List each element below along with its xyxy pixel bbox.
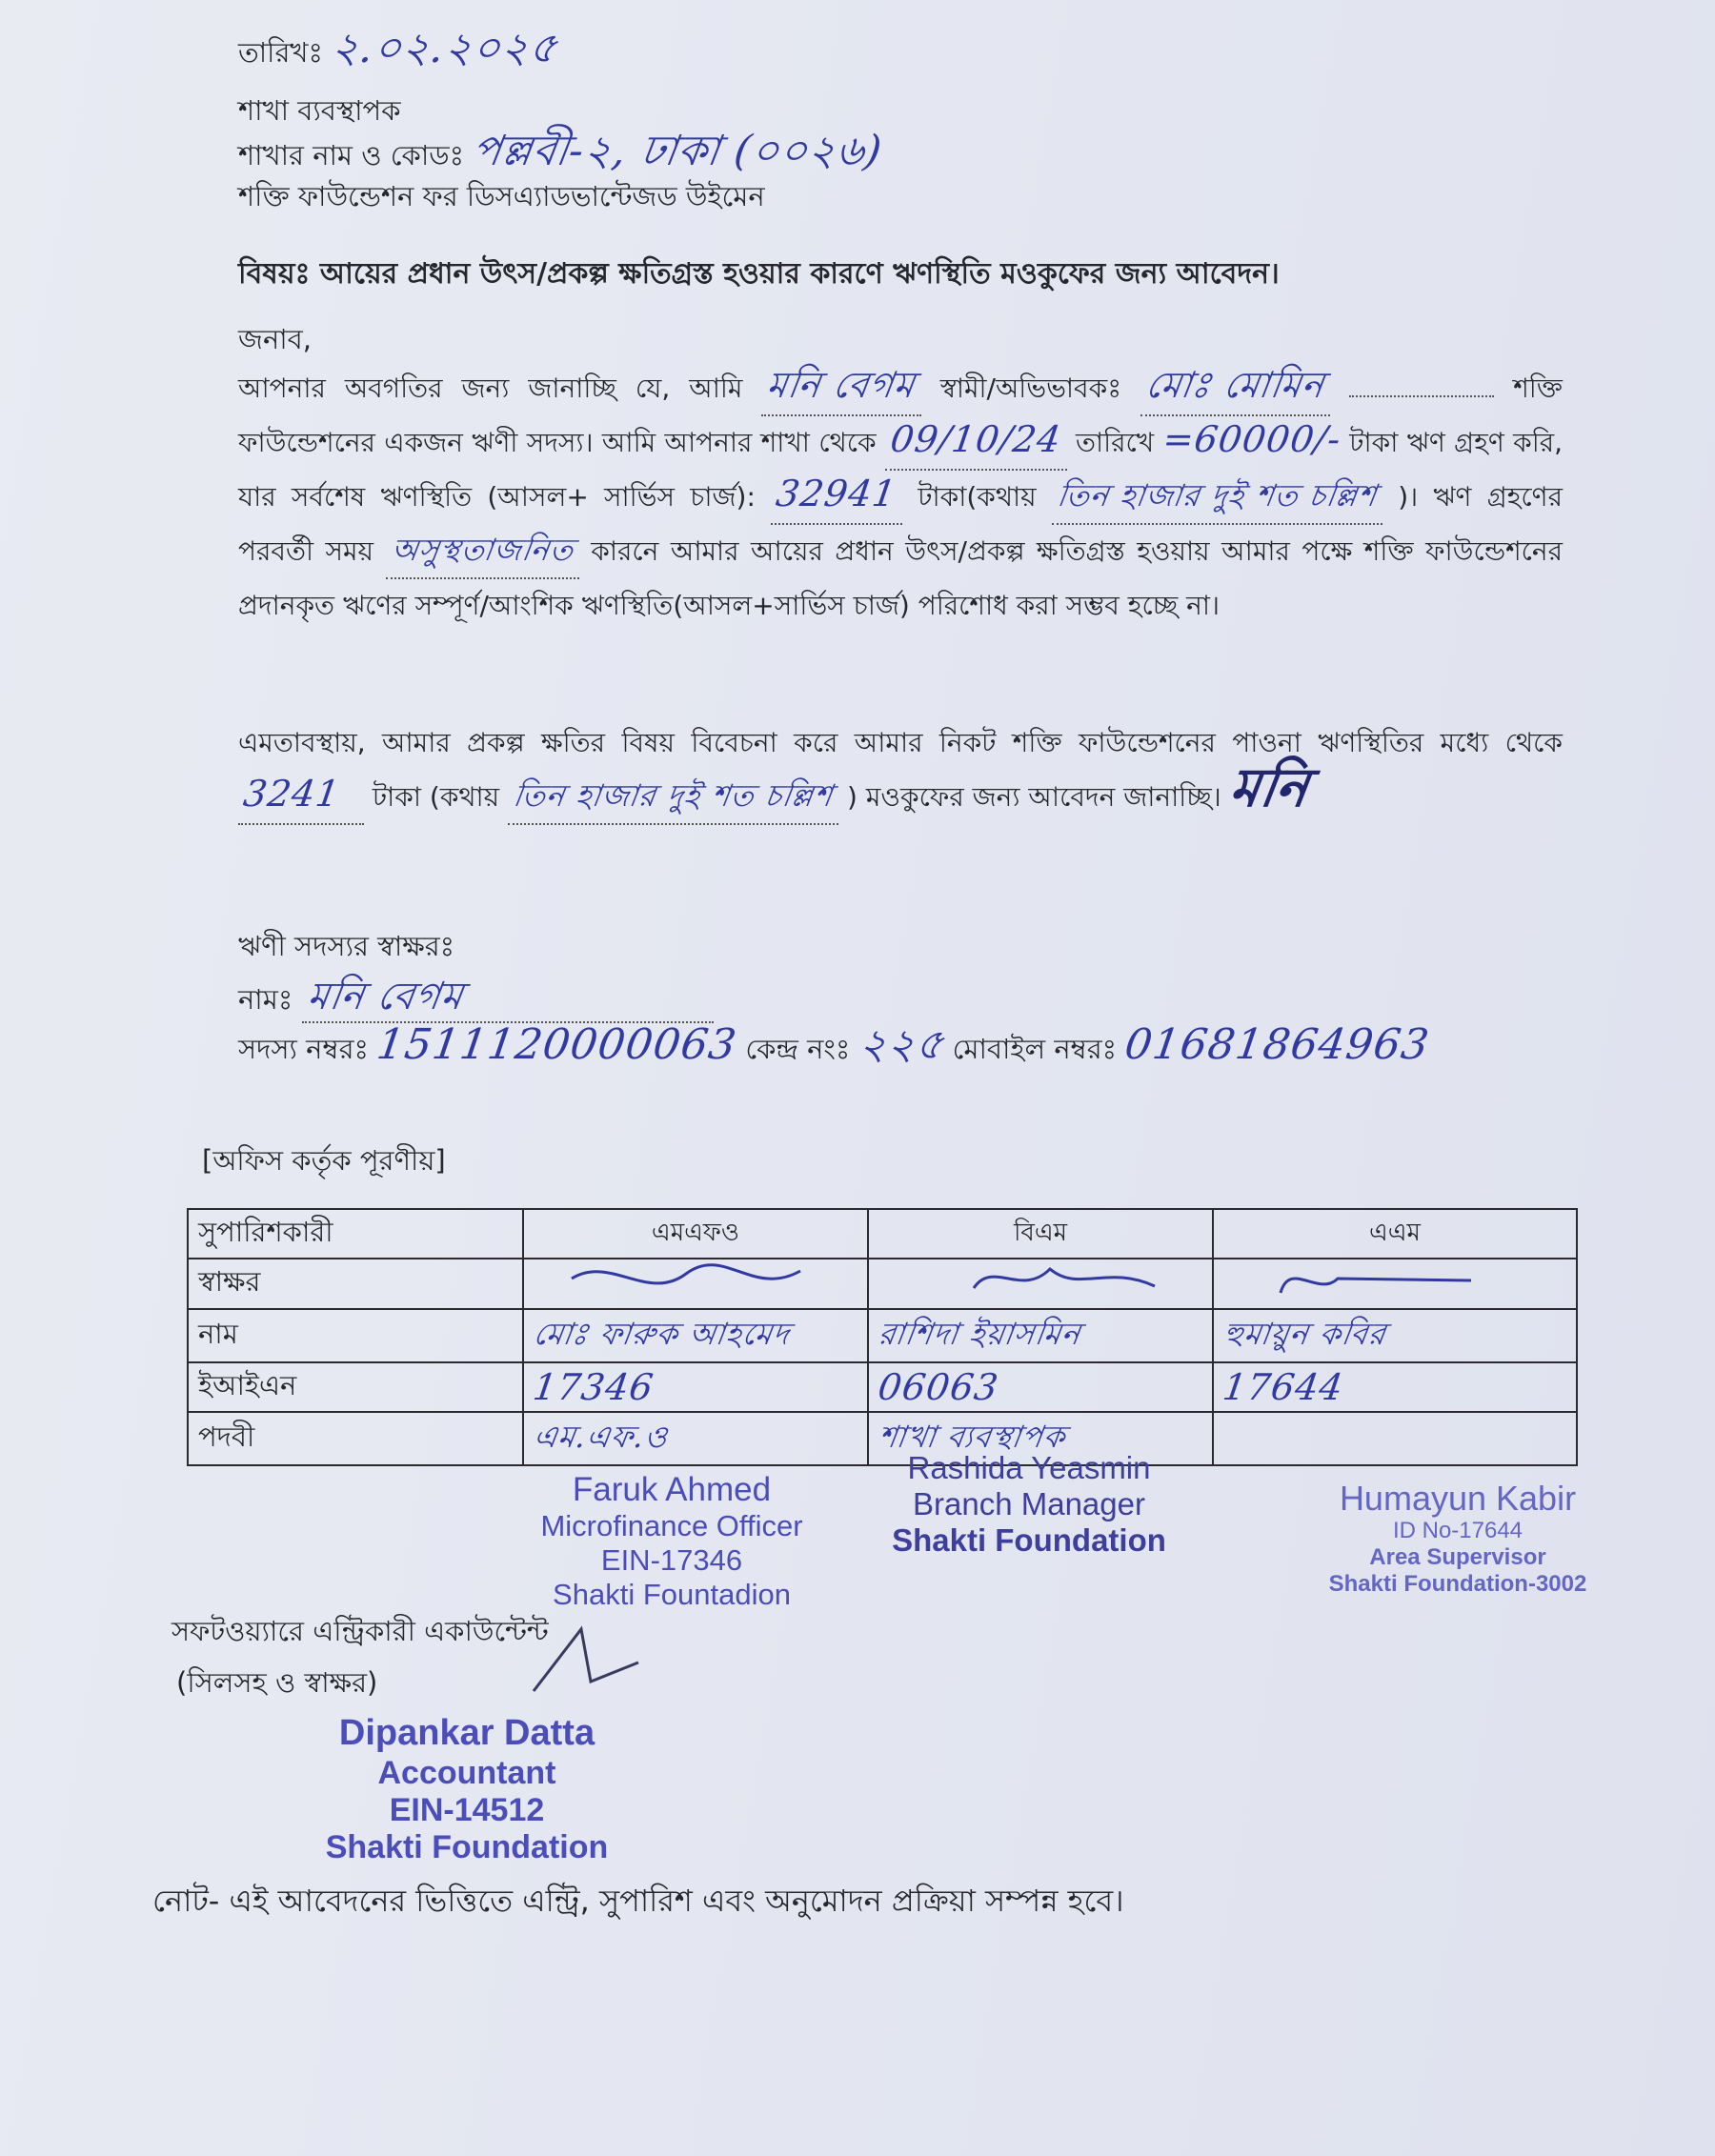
footer-note: নোট- এই আবেদনের ভিত্তিতে এন্ট্রি, সুপারিশ এবং অনুমোদন প্রক্রিয়া সম্পন্ন হবে। (152, 1883, 1124, 1919)
table-cell (1213, 1412, 1577, 1465)
header-cell: সুপারিশকারী (188, 1209, 523, 1259)
branch-line (238, 124, 886, 178)
mfo-name-handwritten: মোঃ ফারুক আহমেদ (531, 1316, 793, 1352)
stamp-line: Dipankar Datta (338, 1713, 595, 1753)
accountant-signature-scribble (524, 1624, 648, 1701)
table-row (188, 1362, 1577, 1412)
body-paragraph-1 (238, 362, 1563, 632)
p1-text-c: শক্তি ফাউন্ডেশনের একজন ঋণী সদস্য। আমি আপনার শাখা থেকে (238, 373, 1564, 458)
table-row (188, 1259, 1577, 1309)
branch-value: পল্লবী-২, ঢাকা (০০২৬) (469, 127, 886, 175)
office-use-table (187, 1208, 1578, 1466)
date-label: তারিখঃ (238, 36, 323, 69)
mfo-ein-handwritten: 17346 (530, 1366, 656, 1408)
member-signature-label: ঋণী সদস্যর স্বাক্ষরঃ (238, 930, 455, 962)
header-cell: বিএম (868, 1209, 1213, 1259)
bm-signature-scribble (878, 1259, 1183, 1301)
center-number-value: ২২৫ (856, 1020, 947, 1069)
loan-amount-handwritten: =60000/- (1160, 418, 1344, 460)
member-name-handwritten: মনি বেগম (764, 364, 918, 406)
bm-name-handwritten: রাশিদা ইয়াসমিন (876, 1316, 1084, 1352)
p1-text-b: স্বামী/অভিভাবকঃ (939, 373, 1122, 404)
table-header-row (188, 1209, 1577, 1259)
signature-cell (1213, 1259, 1577, 1309)
member-number-label: সদস্য নম্বরঃ (238, 1033, 369, 1065)
salutation: জনাব, (238, 323, 313, 355)
member-name-value: মনি বেগম (304, 975, 466, 1018)
subject-line: বিষয়ঃ আয়ের প্রধান উৎস/প্রকল্প ক্ষতিগ্রস্ত হওয়ার কারণে ঋণস্থিতি মওকুফের জন্য আবেদন। (238, 257, 1280, 291)
am-ein-handwritten: 17644 (1220, 1366, 1346, 1408)
stamp-line: Shakti Foundation (325, 1828, 609, 1865)
member-number-value: 1511120000063 (373, 1020, 740, 1069)
mobile-number-label: মোবাইল নম্বরঃ (952, 1033, 1118, 1065)
stamp-line: Area Supervisor (1369, 1543, 1546, 1570)
p2-text-b: টাকা (কথায় (372, 781, 500, 813)
waive-amount-handwritten: 3241 (240, 773, 343, 815)
waive-words-handwritten: তিন হাজার দুই শত চল্লিশ (511, 777, 836, 814)
stamp-line: Shakti Fountadion (553, 1577, 791, 1611)
stamp-line: Rashida Yeasmin (907, 1450, 1151, 1485)
stamp-line: Humayun Kabir (1339, 1479, 1577, 1518)
mobile-number-value: 01681864963 (1121, 1020, 1433, 1069)
stamp-line: Shakti Foundation (892, 1521, 1166, 1558)
p1-text-e: টাকা ঋণ গ্রহণ করি, যার সর্বশেষ ঋণস্থিতি (আসল+ সার্ভিস চার্জ): (238, 427, 1564, 513)
table-row (188, 1309, 1577, 1362)
table-cell (523, 1362, 868, 1412)
table-cell (523, 1412, 868, 1465)
table-cell (1213, 1309, 1577, 1362)
branch-label: শাখার নাম ও কোডঃ (238, 139, 465, 171)
mfo-signature-scribble (534, 1259, 838, 1301)
row-label: পদবী (188, 1412, 523, 1465)
stamp-line: EIN-14512 (389, 1791, 545, 1828)
bm-stamp (858, 1450, 1200, 1559)
reason-handwritten: অসুস্থতাজনিত (388, 532, 576, 568)
am-stamp (1277, 1479, 1639, 1597)
mfo-designation-handwritten: এম.এফ.ও (531, 1419, 671, 1455)
office-use-title: [অফিস কর্তৃক পূরণীয়] (202, 1144, 446, 1177)
p1-text-a: আপনার অবগতির জন্য জানাচ্ছি যে, আমি (238, 373, 743, 404)
row-label: ইআইএন (188, 1362, 523, 1412)
p2-text-a: এমতাবস্থায়, আমার প্রকল্প ক্ষতির বিষয় বিবেচনা করে আমার নিকট শক্তি ফাউন্ডেশনের পাওনা ঋণস্থিতির মধ্যে থেকে (238, 727, 1563, 758)
am-name-handwritten: হুমায়ুন কবির (1221, 1316, 1389, 1352)
p1-text-g: )। ঋণ গ্রহণের পরবর্তী সময় (238, 481, 1564, 567)
am-signature-scribble (1223, 1259, 1528, 1301)
header-cell: এএম (1213, 1209, 1577, 1259)
accountant-line: সফটওয়্যারে এন্ট্রিকারী একাউন্টেন্ট (172, 1615, 549, 1647)
branch-manager-line: শাখা ব্যবস্থাপক (238, 94, 401, 127)
table-cell (1213, 1362, 1577, 1412)
row-label: নাম (188, 1309, 523, 1362)
signature-cell (868, 1259, 1213, 1309)
header-cell: এমএফও (523, 1209, 868, 1259)
balance-handwritten: 32941 (774, 473, 900, 514)
table-cell (868, 1309, 1213, 1362)
member-name-label: নামঃ (238, 983, 293, 1016)
date-value: ২.০২.২০২৫ (328, 24, 561, 72)
applicant-mark-handwritten: মনি (1225, 756, 1313, 819)
stamp-line: Microfinance Officer (540, 1509, 803, 1543)
accountant-seal-line: (সিলসহ ও স্বাক্ষর) (176, 1666, 378, 1699)
stamp-line: Branch Manager (913, 1485, 1145, 1521)
body-paragraph-2 (238, 716, 1563, 825)
bm-designation-handwritten: শাখা ব্যবস্থাপক (876, 1419, 1069, 1455)
organization-line: শক্তি ফাউন্ডেশন ফর ডিসএ্যাডভান্টেজড উইমেন (238, 180, 765, 212)
row-label: স্বাক্ষর (188, 1259, 523, 1309)
p1-text-f: টাকা(কথায় (918, 481, 1037, 513)
loan-date-handwritten: 09/10/24 (887, 418, 1064, 460)
bm-ein-handwritten: 06063 (875, 1366, 1001, 1408)
accountant-stamp (276, 1713, 657, 1866)
p1-text-d: তারিখে (1076, 427, 1155, 458)
member-name-line (238, 972, 714, 1023)
signature-cell (523, 1259, 868, 1309)
balance-words-handwritten: তিন হাজার দুই শত চল্লিশ (1055, 477, 1380, 514)
member-number-line (238, 1018, 1433, 1072)
mfo-stamp (500, 1471, 843, 1611)
p2-text-c: ) মওকুফের জন্য আবেদন জানাচ্ছি। (847, 781, 1221, 813)
stamp-line: ID No-17644 (1392, 1518, 1523, 1544)
stamp-line: EIN-17346 (600, 1542, 743, 1577)
center-number-label: কেন্দ্র নংঃ (745, 1033, 851, 1065)
stamp-line: Shakti Foundation-3002 (1328, 1570, 1587, 1597)
stamp-line: Accountant (377, 1754, 556, 1791)
guardian-name-handwritten: মোঃ মোমিন (1143, 364, 1328, 406)
table-cell (868, 1362, 1213, 1412)
stamp-line: Faruk Ahmed (572, 1471, 772, 1508)
date-line (238, 21, 561, 75)
table-cell (523, 1309, 868, 1362)
p1-text-h: কারনে আমার আয়ের প্রধান উৎস/প্রকল্প ক্ষতিগ্রস্ত হওয়ায় আমার পক্ষে শক্তি ফাউন্ডেশনের প্রদানকৃত ঋণের সম্পূর্ণ/আংশিক ঋণস্থিতি(আসল+সার্ভিস চার্জ) পরিশোধ করা সম্ভব হচ্ছে না। (238, 535, 1564, 621)
